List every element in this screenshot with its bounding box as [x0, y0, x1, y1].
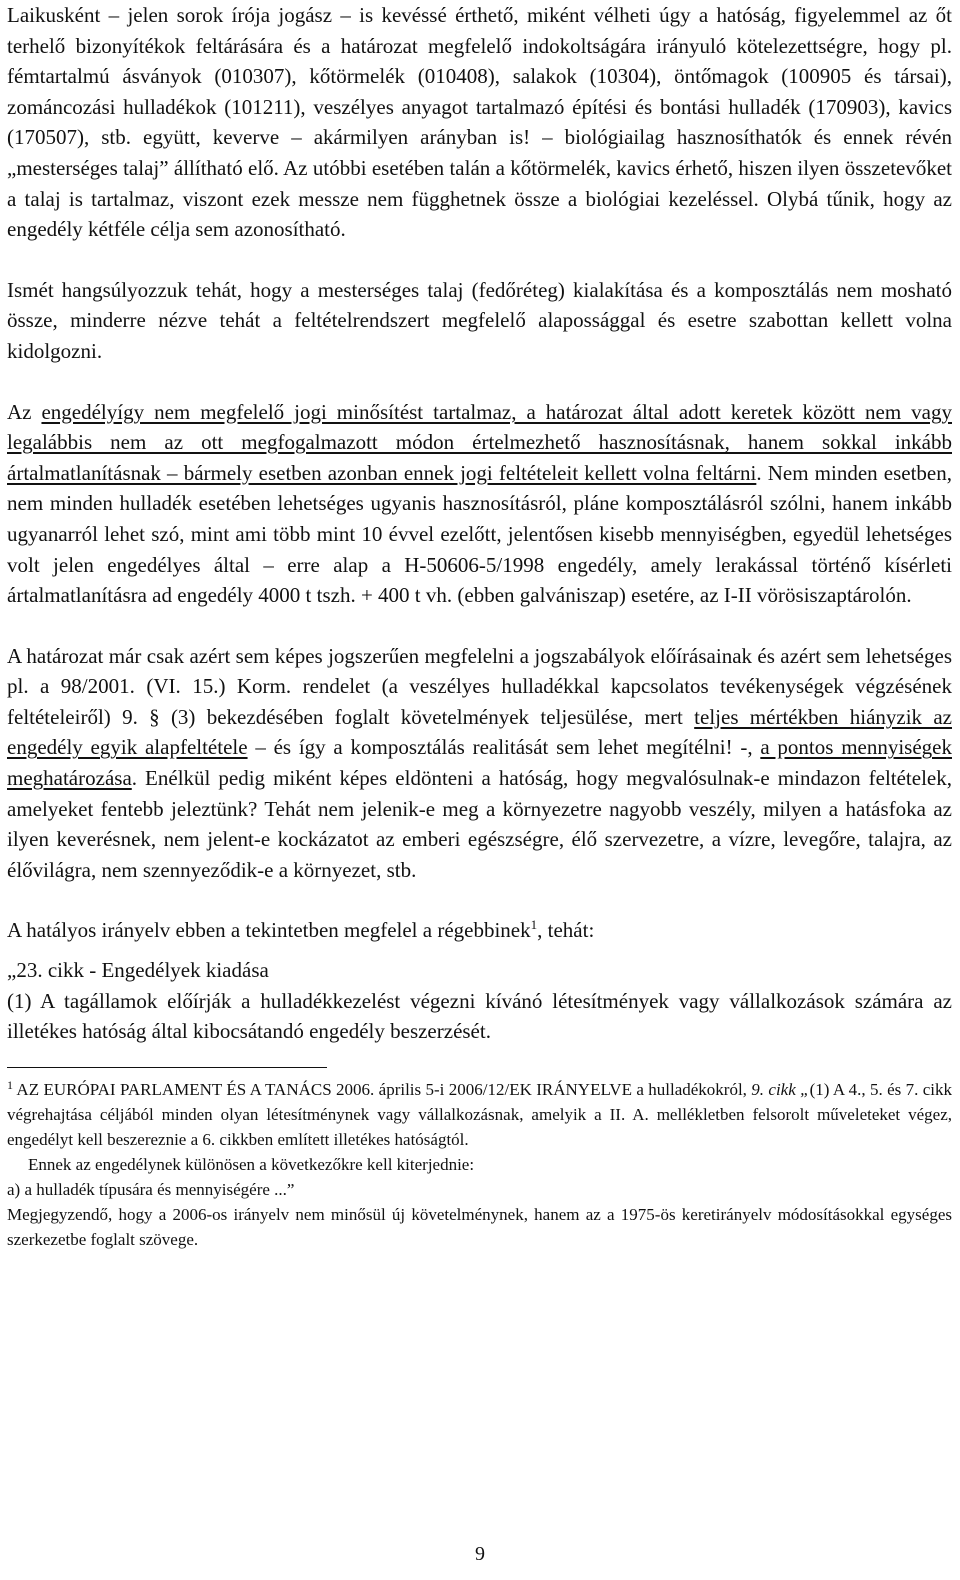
footnote-mark: 1 [7, 1077, 13, 1092]
paragraph-hatarozat [7, 641, 952, 886]
footnote-text-italic: 9. cikk „ [751, 1079, 810, 1099]
p5-tail: , tehát: [537, 918, 595, 943]
page-number: 9 [475, 1543, 485, 1565]
footnote-line-2: Ennek az engedélynek különösen a következőkre kell kiterjednie: [28, 1154, 475, 1174]
p4-underlined-text-1: teljes mértékben hiányzik az engedély egyik alapfeltétele [7, 704, 952, 760]
footnote-reference[interactable]: 1 [530, 917, 538, 933]
paragraph-ismet-hangsulyozzuk: Ismét hangsúlyozzuk tehát, hogy a mesterséges talaj (fedőréteg) kialakítása és a komposztálás nem mosható össze, minderre nézve tehát a feltételrendszert megfelelő alapossággal és esetre szabottan kellett volna kidolgozni. [7, 277, 952, 363]
p4-underlined-text-2: a pontos mennyiségek meghatározása [7, 735, 952, 791]
paragraph-engedely-minosites [7, 397, 952, 611]
p4-middle: – és így a komposztálás realitását sem lehet megítélni! -, [247, 735, 761, 760]
footnote-line-3: a) a hulladék típusára és mennyiségére ...” [7, 1179, 295, 1199]
footnote-separator [7, 1067, 327, 1068]
p4-rest: . Enélkül pedig miként képes eldönteni a hatóság, hogy megvalósulnak-e mindazon feltételek, amelyeket fentebb jeleztünk? Tehát nem jelenik-e meg a környezetre nagyobb veszély, milyen a hatásfoka az ilyen keverésnek, nem jelent-e kockázatot az emberi egészségre, élő szervezetre, a vízre, levegőre, talajra, az élővilágra, nem szennyeződik-e a környezet, stb. [7, 766, 952, 882]
document-page [7, 0, 952, 1252]
paragraph-hatalyos-iranyelv [7, 915, 952, 946]
p4-lead: A határozat már csak azért sem képes jogszerűen megfelelni a jogszabályok előírásainak és azért sem lehetséges pl. a 98/2001. (VI. 15.) Korm. rendelet (a veszélyes hulladékkal kapcsolatos tevékenységek végzésének feltételeiről) 9. § (3) bekezdésében foglalt követelmények teljesülése, mert [7, 643, 952, 729]
quote-heading-23-cikk: „23. cikk - Engedélyek kiadása [7, 958, 269, 983]
footnote [7, 1077, 952, 1252]
p3-rest: . Nem minden esetben, nem minden hulladék esetében lehetséges ugyanis hasznosításról, pláne komposztálásról szólni, hanem inkább ugyanarról lehet szó, mint ami több mint 10 évvel ezelőtt, jelentősen kisebb mennyiségben, egyedül lehetséges volt jelen engedélyes által – erre alap a H-50606-5/1998 engedély, amely lerakással történő kísérleti ártalmatlanításra ad engedély 4000 t tszh. + 400 t vh. (ebben galvániszap) esetére, az I-II vörösiszaptárolón. [7, 460, 952, 608]
footnote-text-a: AZ EURÓPAI PARLAMENT ÉS A TANÁCS 2006. április 5-i 2006/12/EK IRÁNYELVE a hulladékokról, [13, 1079, 752, 1099]
paragraph-laikuskent: Laikusként – jelen sorok írója jogász – is kevéssé érthető, miként vélheti úgy a hatóság, figyelemmel az őt terhelő bizonyítékok feltárására és a határozat megfelelő indokoltságára irányuló kötelezettségre, hogy pl. fémtartalmú ásványok (010307), kőtörmelék (010408), salakok (10304), öntőmagok (100905 és társai), zománcozási hulladékok (101211), veszélyes anyagot tartalmazó építési és bontási hulladék (170903), kavics (170507), stb. együtt, keverve – akármilyen arányban is! – biológiailag hasznosíthatók és ennek révén „mesterséges talaj” állítható elő. Az utóbbi esetében talán a kőtörmelék, kavics érhető, hiszen ilyen összetevőket a talaj is tartalmaz, viszont ezek messze nem függhetnek össze a biológiai kezeléssel. Olybá tűnik, hogy az engedély kétféle célja sem azonosítható. [7, 3, 952, 242]
p3-lead: Az [7, 399, 42, 424]
footnote-text [7, 1077, 952, 1152]
footnote-line-4: Megjegyzendő, hogy a 2006-os irányelv nem minősül új követelménynek, hanem az a 1975-ös keretirányelv módosításokkal egységes szerkezetbe foglalt szövege. [7, 1204, 952, 1249]
quote-paragraph-1: (1) A tagállamok előírják a hulladékkezelést végezni kívánó létesítmények vagy vállalkozások számára az illetékes hatóság által kibocsátandó engedély beszerzését. [7, 988, 952, 1044]
p5-text: A hatályos irányelv ebben a tekintetben megfelel a régebbinek [7, 918, 531, 943]
p3-underlined-text: engedélyígy nem megfelelő jogi minősítést tartalmaz, a határozat által adott keretek között nem vagy legalábbis nem az ott megfogalmazott módon értelmezhető hasznosításnak, hanem sokkal inkább ártalmatlanításnak – bármely esetben azonban ennek jogi feltételeit kellett volna feltárni [7, 399, 952, 485]
footnote-text-b: (1) A 4., 5. és 7. cikk végrehajtása céljából minden olyan létesítménynek vagy vállalkozásnak, amelyik a II. A. mellékletben felsorolt műveleteket végez, engedélyt kell beszereznie a 6. cikkben említett illetékes hatóságtól. [7, 1079, 952, 1149]
